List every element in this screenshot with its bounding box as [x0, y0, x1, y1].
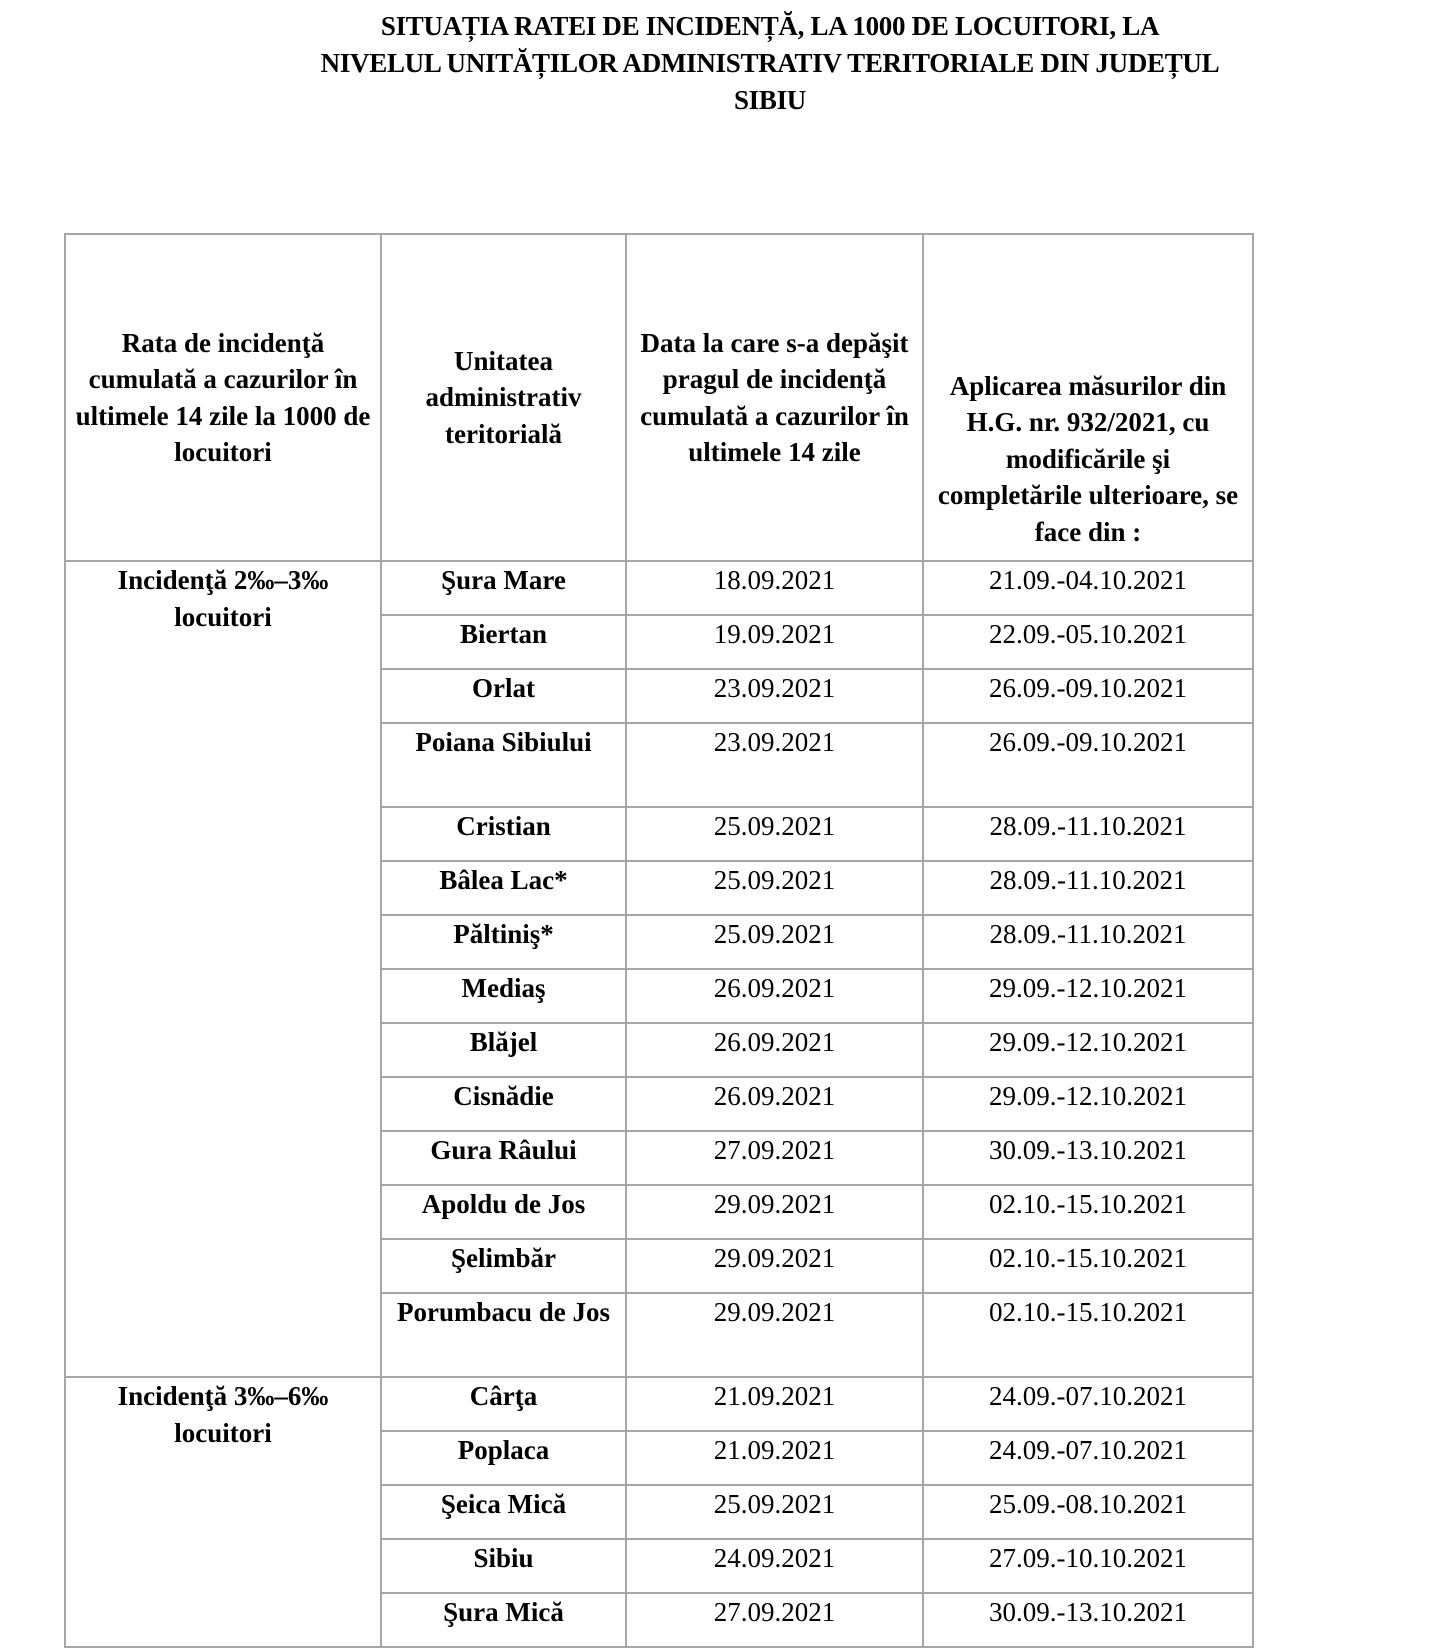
threshold-date-cell: 27.09.2021 [626, 1131, 923, 1185]
threshold-date-cell: 25.09.2021 [626, 915, 923, 969]
admin-unit-cell: Apoldu de Jos [381, 1185, 626, 1239]
measures-period-cell: 28.09.-11.10.2021 [923, 807, 1253, 861]
title-line-3: SIBIU [733, 85, 807, 115]
measures-period-cell: 30.09.-13.10.2021 [923, 1131, 1253, 1185]
admin-unit-cell: Blăjel [381, 1023, 626, 1077]
admin-unit-cell: Bâlea Lac* [381, 861, 626, 915]
admin-unit-cell: Sibiu [381, 1539, 626, 1593]
admin-unit-cell: Mediaş [381, 969, 626, 1023]
table-row [65, 1377, 1253, 1431]
measures-period-cell: 24.09.-07.10.2021 [923, 1377, 1253, 1431]
admin-unit-cell: Şelimbăr [381, 1239, 626, 1293]
admin-unit-cell: Cisnădie [381, 1077, 626, 1131]
measures-period-cell: 26.09.-09.10.2021 [923, 669, 1253, 723]
measures-period-cell: 26.09.-09.10.2021 [923, 723, 1253, 807]
threshold-date-cell: 29.09.2021 [626, 1239, 923, 1293]
admin-unit-cell: Orlat [381, 669, 626, 723]
admin-unit-cell: Şura Mare [381, 561, 626, 615]
admin-unit-cell: Păltiniş* [381, 915, 626, 969]
threshold-date-cell: 18.09.2021 [626, 561, 923, 615]
threshold-date-cell: 23.09.2021 [626, 723, 923, 807]
title-line-2: NIVELUL UNITĂȚILOR ADMINISTRATIV TERITORIALE DIN JUDEȚUL [320, 48, 1220, 78]
measures-period-cell: 22.09.-05.10.2021 [923, 615, 1253, 669]
header-incidence-rate: Rata de incidenţă cumulată a cazurilor în ultimele 14 zile la 1000 de locuitori [65, 234, 381, 561]
incidence-table [64, 233, 1254, 1648]
threshold-date-cell: 24.09.2021 [626, 1539, 923, 1593]
table-header-row [65, 234, 1253, 561]
admin-unit-cell: Şura Mică [381, 1593, 626, 1647]
threshold-date-cell: 25.09.2021 [626, 807, 923, 861]
admin-unit-cell: Cristian [381, 807, 626, 861]
header-threshold-date: Data la care s-a depăşit pragul de incidenţă cumulată a cazurilor în ultimele 14 zile [626, 234, 923, 561]
measures-period-cell: 25.09.-08.10.2021 [923, 1485, 1253, 1539]
threshold-date-cell: 26.09.2021 [626, 1077, 923, 1131]
threshold-date-cell: 25.09.2021 [626, 1485, 923, 1539]
threshold-date-cell: 26.09.2021 [626, 1023, 923, 1077]
measures-period-cell: 21.09.-04.10.2021 [923, 561, 1253, 615]
threshold-date-cell: 27.09.2021 [626, 1593, 923, 1647]
admin-unit-cell: Şeica Mică [381, 1485, 626, 1539]
header-measures-period: Aplicarea măsurilor din H.G. nr. 932/2021, cu modificările şi completările ulterioare, se face din : [923, 234, 1253, 561]
measures-period-cell: 29.09.-12.10.2021 [923, 1077, 1253, 1131]
incidence-group-label: Incidenţă 3‰–6‰ locuitori [65, 1377, 381, 1647]
threshold-date-cell: 21.09.2021 [626, 1431, 923, 1485]
measures-period-cell: 02.10.-15.10.2021 [923, 1293, 1253, 1377]
threshold-date-cell: 26.09.2021 [626, 969, 923, 1023]
admin-unit-cell: Cârţa [381, 1377, 626, 1431]
measures-period-cell: 02.10.-15.10.2021 [923, 1185, 1253, 1239]
measures-period-cell: 24.09.-07.10.2021 [923, 1431, 1253, 1485]
header-admin-unit: Unitatea administrativ teritorială [381, 234, 626, 561]
threshold-date-cell: 25.09.2021 [626, 861, 923, 915]
measures-period-cell: 28.09.-11.10.2021 [923, 915, 1253, 969]
table-row [65, 561, 1253, 615]
threshold-date-cell: 29.09.2021 [626, 1293, 923, 1377]
admin-unit-cell: Poiana Sibiului [381, 723, 626, 807]
incidence-group-label: Incidenţă 2‰–3‰ locuitori [65, 561, 381, 1377]
admin-unit-cell: Porumbacu de Jos [381, 1293, 626, 1377]
document-title [270, 8, 1270, 119]
measures-period-cell: 27.09.-10.10.2021 [923, 1539, 1253, 1593]
measures-period-cell: 29.09.-12.10.2021 [923, 969, 1253, 1023]
table-body [65, 561, 1253, 1647]
threshold-date-cell: 19.09.2021 [626, 615, 923, 669]
measures-period-cell: 28.09.-11.10.2021 [923, 861, 1253, 915]
threshold-date-cell: 23.09.2021 [626, 669, 923, 723]
threshold-date-cell: 21.09.2021 [626, 1377, 923, 1431]
threshold-date-cell: 29.09.2021 [626, 1185, 923, 1239]
measures-period-cell: 29.09.-12.10.2021 [923, 1023, 1253, 1077]
title-line-1: SITUAȚIA RATEI DE INCIDENȚĂ, LA 1000 DE LOCUITORI, LA [380, 11, 1160, 41]
admin-unit-cell: Poplaca [381, 1431, 626, 1485]
admin-unit-cell: Biertan [381, 615, 626, 669]
measures-period-cell: 02.10.-15.10.2021 [923, 1239, 1253, 1293]
measures-period-cell: 30.09.-13.10.2021 [923, 1593, 1253, 1647]
admin-unit-cell: Gura Râului [381, 1131, 626, 1185]
